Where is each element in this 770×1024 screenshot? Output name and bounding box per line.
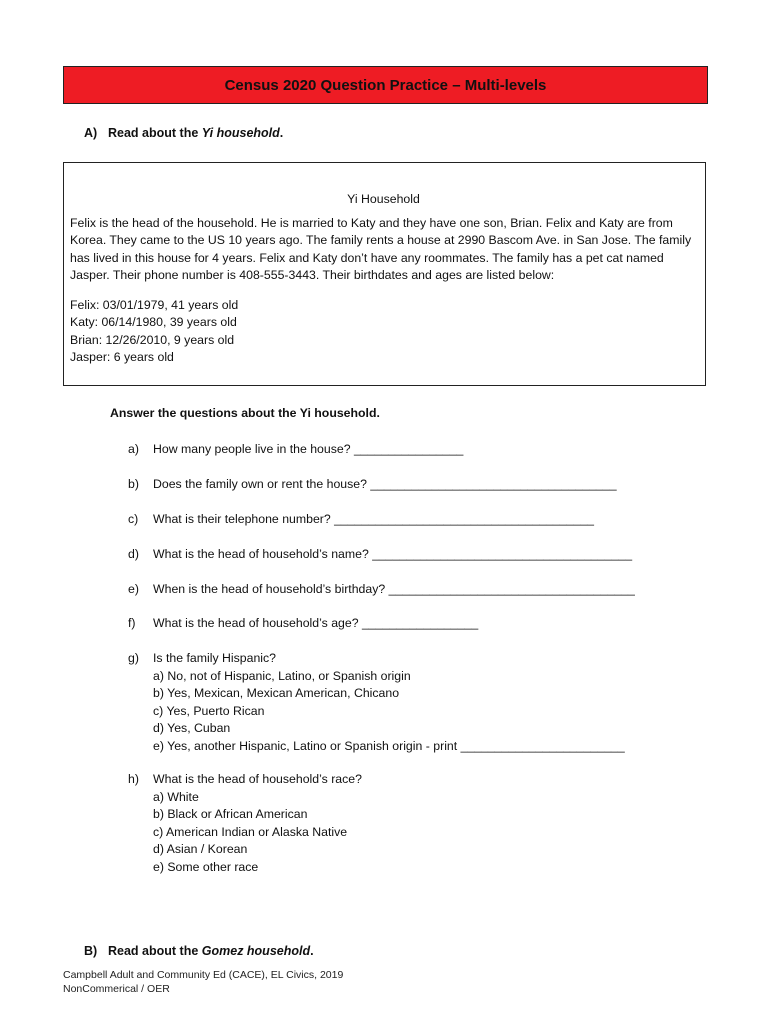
answer-option: c) Yes, Puerto Rican: [153, 703, 265, 718]
household-box-title: Yi Household: [347, 192, 420, 206]
question-text: When is the head of household’s birthday? ____________________________________: [153, 582, 635, 596]
section-b-post: .: [310, 944, 314, 958]
question-label: b): [128, 477, 139, 491]
section-a-household-name: Yi household: [201, 126, 280, 140]
question-text: Is the family Hispanic?: [153, 651, 277, 665]
household-paragraph: Felix is the head of the household. He is married to Katy and they have one son, Brian. Felix and Katy are from Korea. They came to the US 10 years ago. The family rents a house at 2990 Bascom Ave. in San Jose. The family has lived in this house for 4 years. Felix and Katy don’t have any roommates. The family has a pet cat named Jasper. Their phone number is 408-555-3443. Their birthdates and ages are listed below:: [70, 215, 692, 282]
question-a: [128, 441, 463, 459]
section-b-heading: [84, 944, 314, 958]
question-f: [128, 615, 478, 633]
household-info-box: [63, 162, 706, 386]
answer-option: b) Yes, Mexican, Mexican American, Chicano: [153, 686, 400, 700]
question-label: f): [128, 616, 136, 630]
answer-option: d) Asian / Korean: [153, 842, 248, 856]
section-a-post: .: [279, 126, 284, 140]
age-line-katy: Katy: 06/14/1980, 39 years old: [70, 315, 237, 329]
question-label: h): [128, 772, 139, 786]
section-b-household-name: Gomez household: [201, 944, 311, 958]
question-c: [128, 511, 594, 529]
answer-option: e) Yes, another Hispanic, Latino or Spanish origin - print ________________________: [153, 738, 625, 753]
question-label: a): [128, 442, 139, 456]
question-text: Does the family own or rent the house? ____________________________________: [153, 477, 617, 491]
question-label: c): [128, 512, 139, 526]
answer-option: a) No, not of Hispanic, Latino, or Spanish origin: [153, 668, 411, 683]
question-text: How many people live in the house? ________________: [153, 442, 464, 456]
footer-line-2: NonCommerical / OER: [63, 983, 170, 995]
question-h: [128, 771, 362, 876]
section-a-heading: [84, 126, 283, 140]
page-title: Census 2020 Question Practice – Multi-levels: [63, 66, 708, 104]
answer-heading: Answer the questions about the Yi household.: [110, 406, 380, 420]
question-text: What is their telephone number? ______________________________________: [153, 512, 595, 526]
question-text: What is the head of household’s race?: [153, 772, 362, 786]
answer-option: e) Some other race: [153, 859, 259, 874]
question-text: What is the head of household’s age? _________________: [153, 616, 479, 630]
answer-option: c) American Indian or Alaska Native: [153, 824, 348, 839]
answer-option: d) Yes, Cuban: [153, 721, 231, 735]
answer-option: b) Black or African American: [153, 807, 308, 821]
page-footer: [63, 968, 343, 996]
answer-option: a) White: [153, 789, 199, 804]
section-b-pre: Read about the: [108, 944, 202, 958]
question-text: What is the head of household’s name? ______________________________________: [153, 547, 633, 561]
section-a-letter: A): [84, 126, 98, 140]
section-b-letter: B): [84, 944, 98, 958]
footer-line-1: Campbell Adult and Community Ed (CACE), EL Civics, 2019: [63, 969, 344, 981]
age-line-jasper: Jasper: 6 years old: [70, 350, 174, 364]
age-line-brian: Brian: 12/26/2010, 9 years old: [70, 332, 235, 347]
question-g: [128, 650, 625, 755]
section-a-pre: Read about the: [108, 126, 202, 140]
question-d: [128, 546, 632, 564]
household-ages-list: [70, 297, 697, 367]
question-b: [128, 476, 617, 494]
question-label: g): [128, 651, 139, 665]
question-label: e): [128, 582, 139, 596]
question-label: d): [128, 547, 139, 561]
question-e: [128, 581, 635, 599]
age-line-felix: Felix: 03/01/1979, 41 years old: [70, 297, 239, 312]
